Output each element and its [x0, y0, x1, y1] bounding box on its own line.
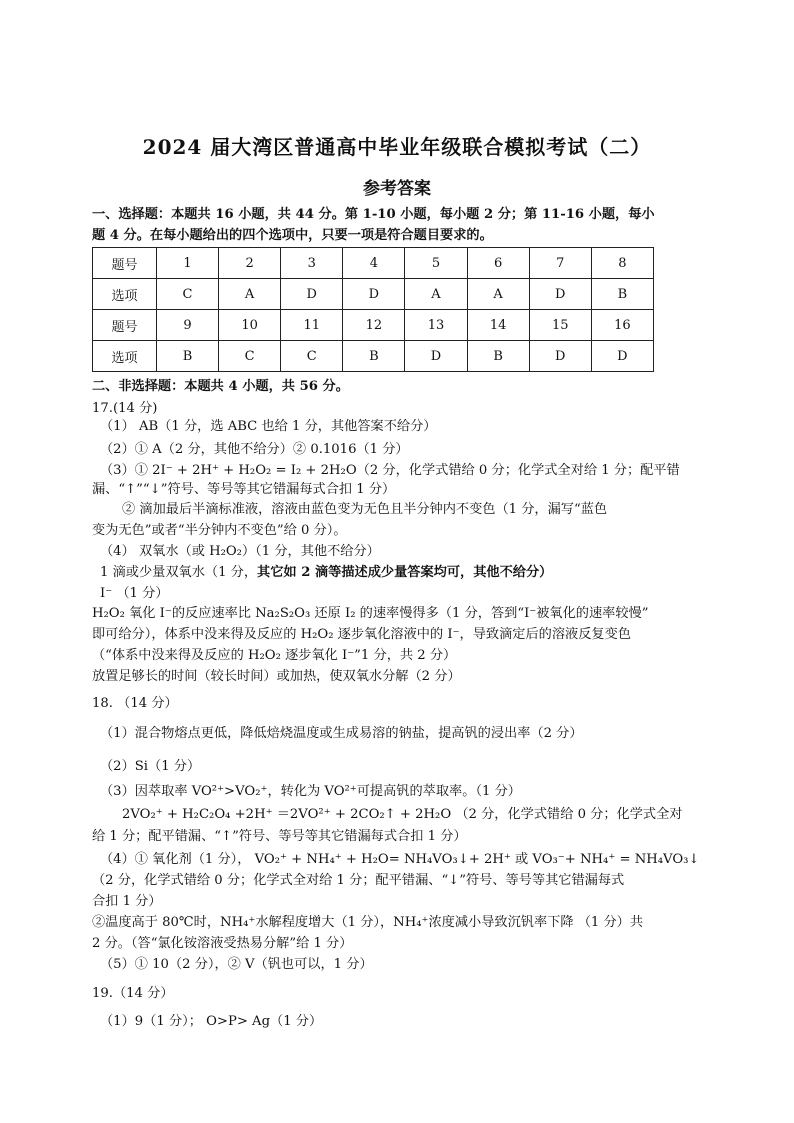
q17-part4-line2-a: 1 滴或少量双氧水（1 分， [100, 565, 258, 580]
q18-part3: （3）因萃取率 VO²⁺>VO₂⁺，转化为 VO²⁺可提高钒的萃取率。（1 分） [100, 784, 521, 799]
q17-part3-item2: ② 滴加最后半滴标准液，溶液由蓝色变为无色且半分钟内不变色（1 分，漏写“蓝色 [122, 502, 608, 517]
q18-part4-item2-cont: 2 分。（答“氯化铵溶液受热易分解”给 1 分） [92, 936, 353, 951]
table-row [93, 341, 654, 372]
q17-part4-line3: I⁻ （1 分） [100, 586, 169, 601]
table-cell: 8 [591, 248, 653, 279]
table-cell: 题号 [93, 310, 157, 341]
q17-part1: （1） AB（1 分，选 ABC 也给 1 分，其他答案不给分） [100, 419, 437, 434]
table-cell: A [467, 279, 529, 310]
q18-part4: （4）① 氧化剂（1 分）， VO₂⁺ + NH₄⁺ + H₂O= NH₄VO₃↓+ 2H⁺ 或 VO₃⁻+ NH₄⁺ = NH₄VO₃↓ [100, 852, 700, 867]
table-cell: B [343, 341, 405, 372]
table-cell: 12 [343, 310, 405, 341]
table-cell: 13 [405, 310, 467, 341]
table-cell: 9 [157, 310, 219, 341]
table-row [93, 248, 654, 279]
table-cell: 2 [219, 248, 281, 279]
q18-part4-cont2: 合扣 1 分） [92, 894, 162, 909]
q18-part3-cont: 给 1 分；配平错漏、“↑”符号、等号等其它错漏每式合扣 1 分） [92, 829, 467, 844]
section2-heading: 二、非选择题：本题共 4 小题，共 56 分。 [92, 379, 349, 394]
page-title: 2024 届大湾区普通高中毕业年级联合模拟考试（二） [142, 135, 652, 159]
table-cell: D [281, 279, 343, 310]
table-cell: D [591, 341, 653, 372]
answer-table [92, 247, 654, 372]
q17-part4-line6: （“体系中没来得及反应的 H₂O₂ 逐步氧化 I⁻”1 分，共 2 分） [92, 648, 457, 663]
q17-part3-cont: 漏、“↑”“↓”符号、等号等其它错漏每式合扣 1 分） [92, 482, 396, 497]
q17-part4-line2 [100, 564, 552, 582]
table-cell: 6 [467, 248, 529, 279]
q17-part4-line2-b: 其它如 2 滴等描述成少量答案均可，其他不给分） [257, 565, 553, 580]
q17-part4-line7: 放置足够长的时间（较长时间）或加热，使双氧水分解（2 分） [92, 669, 461, 684]
table-row [93, 279, 654, 310]
table-cell: 7 [529, 248, 591, 279]
q17-part3: （3）① 2I⁻ + 2H⁺ + H₂O₂ = I₂ + 2H₂O（2 分，化学式错给 0 分；化学式全对给 1 分；配平错 [100, 463, 680, 478]
table-cell: 15 [529, 310, 591, 341]
table-cell: A [405, 279, 467, 310]
page-subtitle: 参考答案 [363, 179, 431, 199]
q17-part3-item2-cont: 变为无色”或者“半分钟内不变色”给 0 分）。 [92, 523, 347, 538]
q18-part2: （2）Si（1 分） [100, 759, 201, 774]
table-cell: D [343, 279, 405, 310]
table-cell: 1 [157, 248, 219, 279]
q17-part4: （4） 双氧水（或 H₂O₂）（1 分，其他不给分） [100, 544, 380, 559]
table-cell: 题号 [93, 248, 157, 279]
question-19-heading: 19.（14 分） [92, 986, 174, 1001]
question-17-heading: 17.(14 分) [92, 401, 158, 416]
table-cell: 16 [591, 310, 653, 341]
table-cell: D [405, 341, 467, 372]
q18-part4-item2: ②温度高于 80℃时，NH₄⁺水解程度增大（1 分），NH₄⁺浓度减小导致沉钒率下降 （1 分）共 [92, 915, 644, 930]
section1-heading-cont: 题 4 分。在每小题给出的四个选项中，只要一项是符合题目要求的。 [92, 228, 493, 243]
table-cell: C [219, 341, 281, 372]
table-cell: 5 [405, 248, 467, 279]
q17-part4-line4: H₂O₂ 氧化 I⁻的反应速率比 Na₂S₂O₃ 还原 I₂ 的速率慢得多（1 分，答到“I⁻被氧化的速率较慢” [92, 606, 649, 621]
q17-part4-line5: 即可给分），体系中没来得及反应的 H₂O₂ 逐步氧化溶液中的 I⁻，导致滴定后的溶液反复变色 [92, 627, 631, 642]
table-cell: B [157, 341, 219, 372]
table-cell: 选项 [93, 279, 157, 310]
q18-part5: （5）① 10（2 分），② V（钒也可以，1 分） [100, 957, 373, 972]
q19-part1: （1）9（1 分）； O>P> Ag（1 分） [100, 1014, 323, 1029]
table-cell: C [281, 341, 343, 372]
table-cell: D [529, 279, 591, 310]
q18-part3-equation: 2VO₂⁺ + H₂C₂O₄ +2H⁺ ＝2VO²⁺ + 2CO₂↑ + 2H₂O （2 分，化学式错给 0 分；化学式全对 [122, 807, 683, 822]
table-cell: 选项 [93, 341, 157, 372]
table-cell: B [467, 341, 529, 372]
table-cell: 11 [281, 310, 343, 341]
table-cell: 14 [467, 310, 529, 341]
table-cell: 3 [281, 248, 343, 279]
table-row [93, 310, 654, 341]
table-cell: B [591, 279, 653, 310]
table-cell: 4 [343, 248, 405, 279]
table-cell: 10 [219, 310, 281, 341]
table-cell: C [157, 279, 219, 310]
table-cell: A [219, 279, 281, 310]
q17-part2: （2）① A（2 分，其他不给分）② 0.1016（1 分） [100, 442, 409, 457]
q18-part1: （1）混合物熔点更低，降低焙烧温度或生成易溶的钠盐，提高钒的浸出率（2 分） [100, 726, 583, 741]
table-cell: D [529, 341, 591, 372]
section1-heading: 一、选择题：本题共 16 小题，共 44 分。第 1-10 小题，每小题 2 分；第 11-16 小题，每小 [92, 207, 655, 222]
q18-part4-cont: （2 分，化学式错给 0 分；化学式全对给 1 分；配平错漏、“↓”符号、等号等其它错漏每式 [92, 873, 625, 888]
question-18-heading: 18. （14 分） [92, 696, 178, 711]
